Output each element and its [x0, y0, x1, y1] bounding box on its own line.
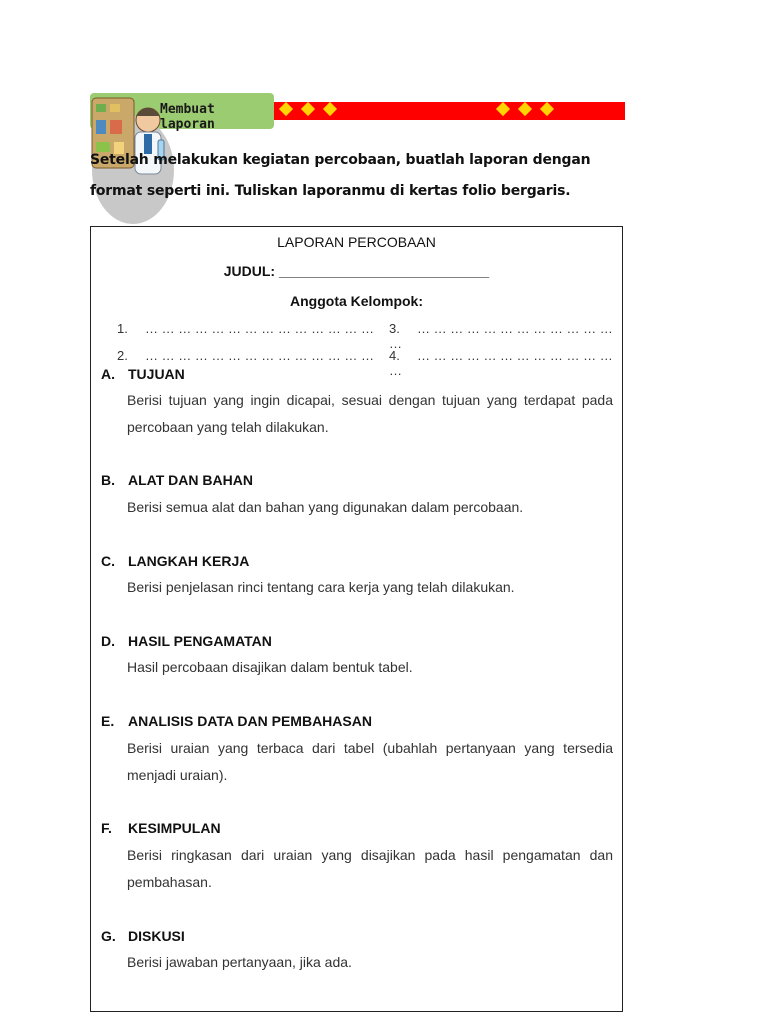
- member-dots: … … … … … … … … … … … … …: [389, 321, 613, 351]
- section-g-body: Berisi jawaban pertanyaan, jika ada.: [127, 954, 352, 970]
- member-dots: … … … … … … … … … … … … … …: [145, 348, 374, 363]
- section-f-body: Berisi ringkasan dari uraian yang disajikan pada hasil pengamatan dan pembahasan.: [127, 847, 613, 890]
- section-b-heading: [101, 472, 253, 488]
- intro-line-2: format seperti ini. Tuliskan laporanmu di kertas folio bergaris.: [90, 183, 571, 199]
- section-title: DISKUSI: [128, 928, 185, 944]
- section-d-heading: [101, 633, 272, 649]
- section-f-heading: [101, 820, 221, 836]
- section-e-body: Berisi uraian yang terbaca dari tabel (ubahlah pertanyaan yang tersedia menjadi uraian).: [127, 740, 613, 783]
- section-title: ANALISIS DATA DAN PEMBAHASAN: [128, 713, 372, 729]
- section-g-heading: [101, 928, 185, 944]
- section-title: HASIL PENGAMATAN: [128, 633, 272, 649]
- section-e-heading: [101, 713, 372, 729]
- report-format-box: [90, 226, 623, 1012]
- section-letter: A.: [101, 366, 115, 382]
- intro-line-1: Setelah melakukan kegiatan percobaan, buatlah laporan dengan: [90, 152, 591, 168]
- section-title: LANGKAH KERJA: [128, 553, 250, 569]
- banner-label-text: Membuat laporan: [160, 102, 215, 132]
- section-a-heading: [101, 366, 185, 382]
- member-dots: … … … … … … … … … … … … … …: [145, 321, 374, 336]
- section-c-heading: [101, 553, 249, 569]
- member-dots: … … … … … … … … … … … … …: [389, 348, 613, 378]
- anggota-kelompok-label: Anggota Kelompok:: [290, 293, 423, 309]
- report-judul-line: JUDUL: ___________________________: [223, 263, 490, 279]
- member-line: [389, 321, 622, 351]
- section-letter: E.: [101, 713, 115, 729]
- member-number: 2.: [117, 348, 128, 363]
- section-title: TUJUAN: [128, 366, 185, 382]
- section-c-body: Berisi penjelasan rinci tentang cara kerja yang telah dilakukan.: [127, 579, 515, 595]
- section-letter: D.: [101, 633, 115, 649]
- member-line: [117, 321, 374, 336]
- section-letter: C.: [101, 553, 115, 569]
- section-title: KESIMPULAN: [128, 820, 221, 836]
- section-d-body: Hasil percobaan disajikan dalam bentuk tabel.: [127, 659, 413, 675]
- section-letter: G.: [101, 928, 116, 944]
- section-title: ALAT DAN BAHAN: [128, 472, 253, 488]
- section-letter: B.: [101, 472, 115, 488]
- member-line: [117, 348, 374, 363]
- member-line: [389, 348, 622, 378]
- section-letter: F.: [101, 820, 112, 836]
- section-a-body: Berisi tujuan yang ingin dicapai, sesuai dengan tujuan yang terdapat pada percobaan yang telah dilakukan.: [127, 392, 613, 435]
- report-title: LAPORAN PERCOBAAN: [277, 234, 436, 250]
- member-number: 1.: [117, 321, 128, 336]
- member-number: 4.: [389, 348, 400, 363]
- section-b-body: Berisi semua alat dan bahan yang digunakan dalam percobaan.: [127, 499, 524, 515]
- member-number: 3.: [389, 321, 400, 336]
